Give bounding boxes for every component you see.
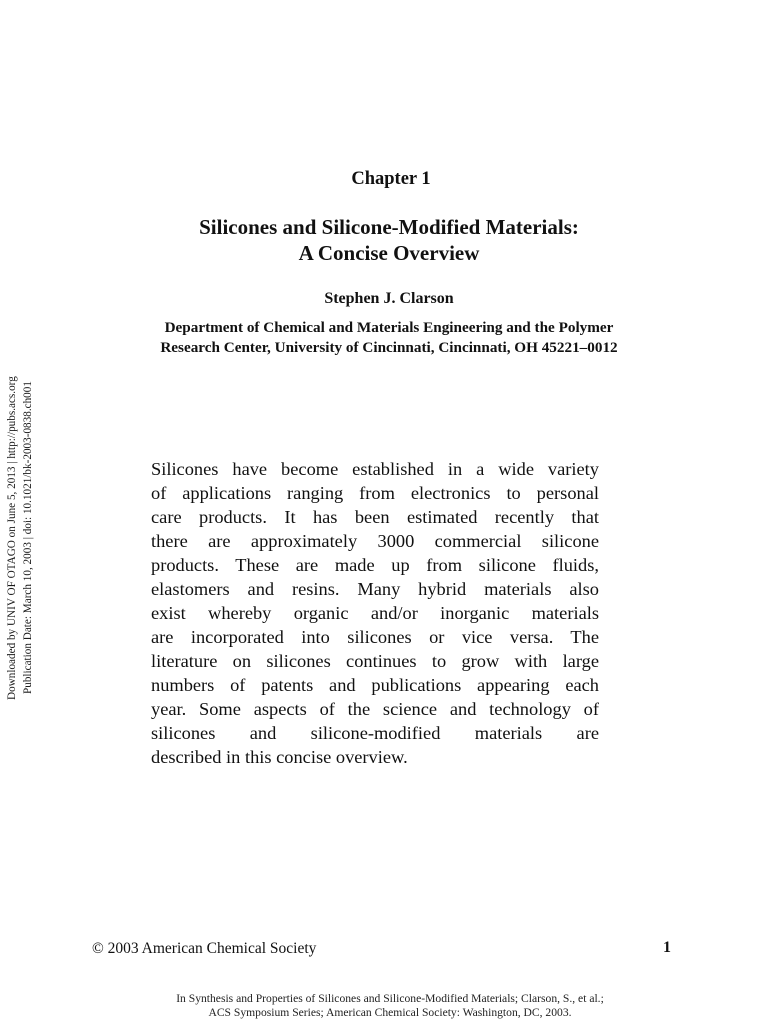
- abstract-line: Silicones have become established in a wide variety: [151, 459, 599, 479]
- abstract-line: exist whereby organic and/or inorganic materials: [151, 603, 599, 623]
- download-info-line: Downloaded by UNIV OF OTAGO on June 5, 2013 | http://pubs.acs.org: [6, 376, 18, 700]
- abstract: [151, 457, 599, 769]
- affiliation-line: Department of Chemical and Materials Engineering and the Polymer: [164, 319, 614, 336]
- abstract-line: literature on silicones continues to grow with large: [151, 651, 599, 671]
- affiliation-line: Research Center, University of Cincinnati, Cincinnati, OH 45221–0012: [160, 339, 618, 356]
- citation-line: ACS Symposium Series; American Chemical Society: Washington, DC, 2003.: [208, 1006, 572, 1019]
- chapter-title-line: Silicones and Silicone-Modified Materials:: [199, 215, 579, 239]
- citation-footer: [0, 992, 768, 1020]
- abstract-line: elastomers and resins. Many hybrid materials also: [151, 579, 599, 599]
- chapter-title: [0, 214, 768, 266]
- abstract-line: silicones and silicone-modified materials are: [151, 723, 599, 743]
- abstract-line: care products. It has been estimated recently that: [151, 507, 599, 527]
- abstract-line: are incorporated into silicones or vice versa. The: [151, 627, 599, 647]
- citation-line: In Synthesis and Properties of Silicones and Silicone-Modified Materials; Clarson, S., et al.;: [176, 992, 604, 1005]
- download-watermark: [4, 320, 38, 700]
- abstract-line: year. Some aspects of the science and technology of: [151, 699, 599, 719]
- abstract-line: there are approximately 3000 commercial silicone: [151, 531, 599, 551]
- author-name: Stephen J. Clarson: [324, 290, 454, 307]
- abstract-line: numbers of patents and publications appearing each: [151, 675, 599, 695]
- chapter-label: Chapter 1: [351, 169, 431, 189]
- copyright-notice: © 2003 American Chemical Society: [92, 940, 317, 957]
- author-affiliation: [0, 318, 768, 358]
- page-number: 1: [663, 939, 671, 956]
- publication-info-line: Publication Date: March 10, 2003 | doi: 10.1021/bk-2003-0838.ch001: [22, 381, 34, 694]
- abstract-line: of applications ranging from electronics to personal: [151, 483, 599, 503]
- abstract-line: products. These are made up from silicone fluids,: [151, 555, 599, 575]
- chapter-title-line: A Concise Overview: [298, 241, 480, 265]
- abstract-line: described in this concise overview.: [151, 747, 408, 767]
